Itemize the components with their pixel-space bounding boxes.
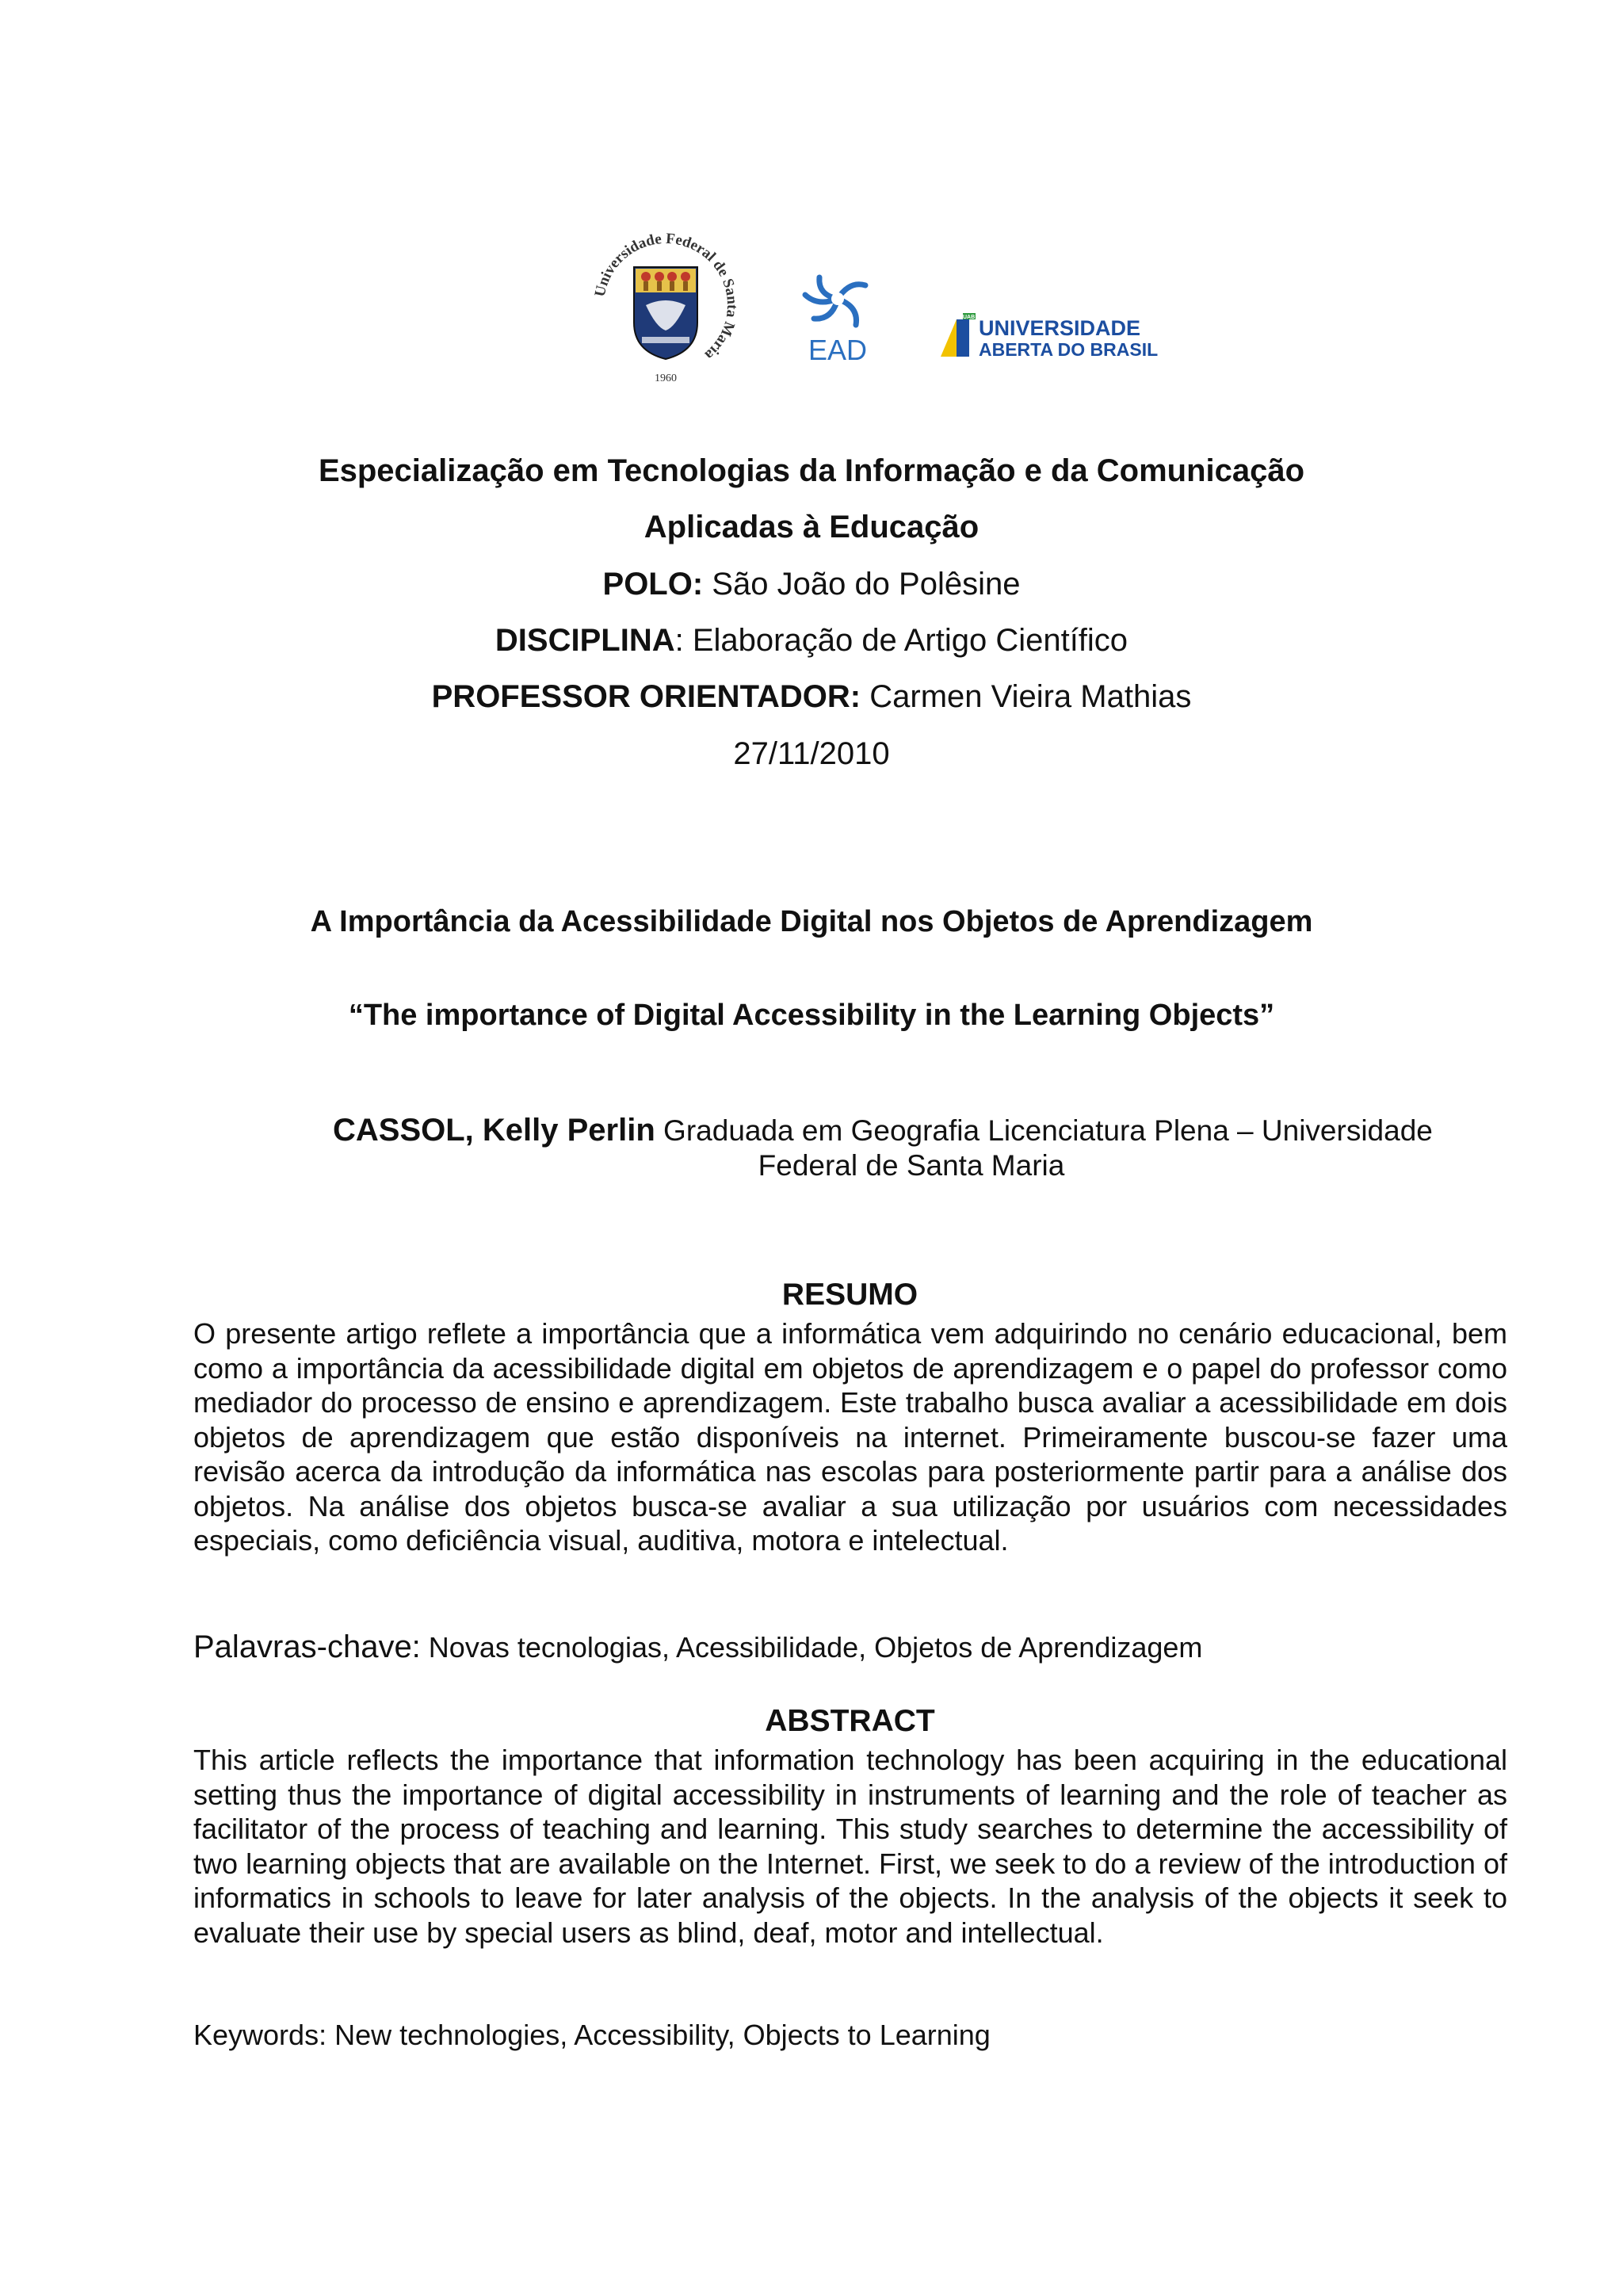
uab-line2: ABERTA DO BRASIL xyxy=(979,339,1159,360)
spiral-icon xyxy=(794,263,881,366)
article-title-en: “The importance of Digital Accessibility in the Learning Objects” xyxy=(348,999,1275,1032)
professor-line xyxy=(0,678,1623,716)
uab-line1: UNIVERSIDADE xyxy=(979,316,1141,340)
logo-bar xyxy=(586,214,1220,388)
course-title-line1: Especialização em Tecnologias da Informação e da Comunicação xyxy=(318,453,1305,488)
resumo-text: O presente artigo reflete a importância que a informática vem adquirindo no cenário educacional, bem como a importância da acessibilidade digital em objetos de aprendizagem e o papel do professor como mediador do processo de ensino e aprendizagem. Este trabalho busca avaliar a acessibilidade em dois objetos de aprendizagem que estão disponíveis na internet. Primeiramente buscou-se fazer uma revisão acerca da introdução da informática nas escolas para posteriormente partir para a análise dos objetos. Na análise dos objetos busca-se avaliar a sua utilização por usuários com necessidades especiais, como deficiência visual, auditiva, motora e intelectual. xyxy=(193,1317,1507,1557)
author-affiliation-line2: Federal de Santa Maria xyxy=(758,1149,1065,1182)
disciplina-value: : Elaboração de Artigo Científico xyxy=(674,623,1128,658)
polo-line xyxy=(0,565,1623,603)
author-block xyxy=(333,1113,1490,1183)
professor-label: PROFESSOR ORIENTADOR: xyxy=(431,679,861,714)
ead-label: EAD xyxy=(808,334,868,366)
professor-value: Carmen Vieira Mathias xyxy=(861,679,1192,714)
resumo-keywords-label: Palavras-chave: xyxy=(193,1629,421,1664)
abstract-text: This article reflects the importance that information technology has been acquiring in the educational setting thus the importance of digital accessibility in instruments of learning and the role of teacher as facilitator of the process of teaching and learning. This study searches to determine the accessibility of two learning objects that are available on the Internet. First, we seek to do a review of the introduction of informatics in schools to leave for later analysis of the objects. In the analysis of the objects it seek to evaluate their use by special users as blind, deaf, motor and intellectual. xyxy=(193,1744,1507,1949)
resumo-keywords-value: Novas tecnologias, Acessibilidade, Objetos de Aprendizagem xyxy=(420,1631,1203,1664)
course-title-line2: Aplicadas à Educação xyxy=(643,510,980,544)
polo-value: São João do Polêsine xyxy=(703,567,1021,602)
resumo-heading: RESUMO xyxy=(781,1278,918,1312)
disciplina-line xyxy=(0,621,1623,659)
author-affiliation-line1: Graduada em Geografia Licenciatura Plena – Universidade xyxy=(655,1114,1433,1147)
date: 27/11/2010 xyxy=(733,736,890,771)
author-name: CASSOL, Kelly Perlin xyxy=(333,1113,655,1148)
abstract-keywords: Keywords: New technologies, Accessibility, Objects to Learning xyxy=(193,2019,991,2051)
university-seal-icon xyxy=(586,226,745,384)
disciplina-label: DISCIPLINA xyxy=(495,623,675,658)
article-title-pt: A Importância da Acessibilidade Digital nos Objetos de Aprendizagem xyxy=(310,905,1313,938)
ufsm-year: 1960 xyxy=(655,372,677,384)
ufsm-ring-text: Universidade Federal de Santa Maria xyxy=(591,230,741,364)
uab-flag-icon xyxy=(939,313,1209,361)
abstract-heading: ABSTRACT xyxy=(765,1704,935,1738)
uab-badge: UAB xyxy=(963,315,976,320)
resumo-keywords xyxy=(193,1629,1541,1665)
polo-label: POLO: xyxy=(602,567,704,602)
